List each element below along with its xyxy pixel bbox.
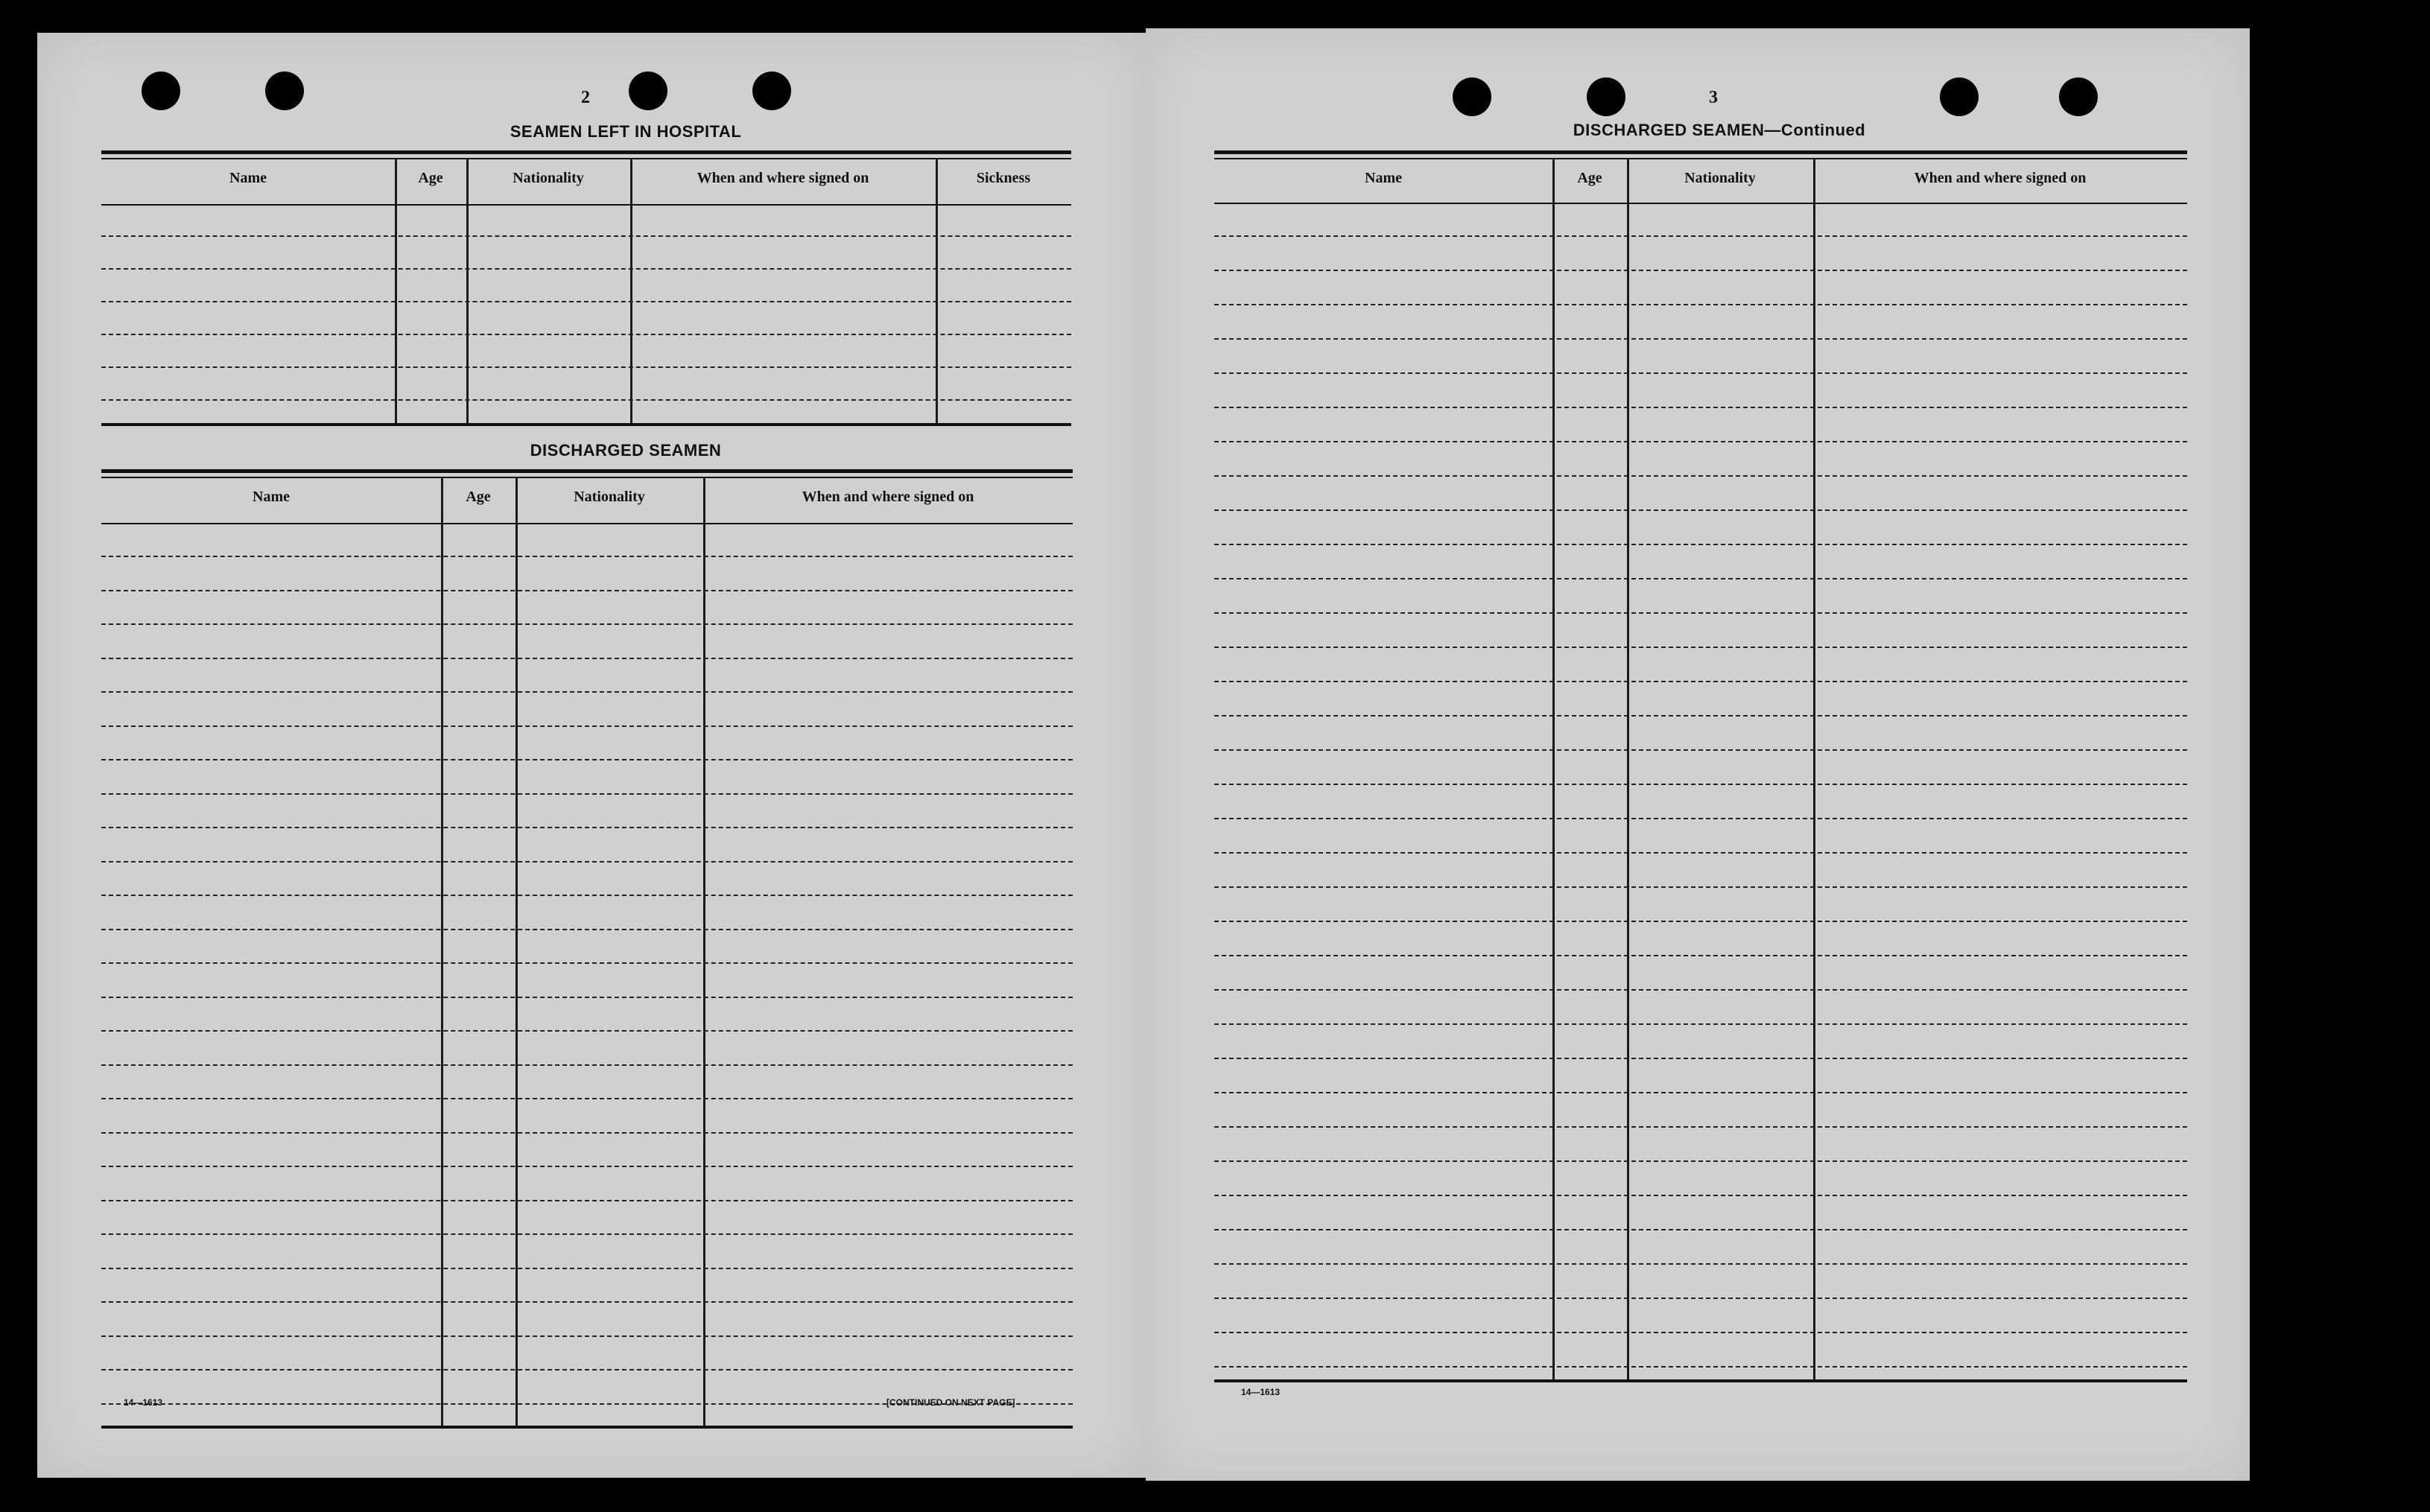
table-row bbox=[1214, 1332, 2187, 1333]
punch-hole bbox=[1453, 77, 1491, 116]
table-row bbox=[101, 929, 1073, 930]
table-row bbox=[1214, 955, 2187, 956]
col-header-name: Name bbox=[253, 489, 290, 505]
col-header-nationality: Nationality bbox=[1684, 170, 1756, 186]
table-row bbox=[1214, 304, 2187, 305]
table-row bbox=[1214, 475, 2187, 477]
table-row bbox=[101, 997, 1073, 998]
table-row bbox=[101, 793, 1073, 795]
table-row bbox=[1214, 612, 2187, 614]
table-row bbox=[101, 1233, 1073, 1235]
table-row bbox=[1214, 235, 2187, 237]
hospital-section-title: SEAMEN LEFT IN HOSPITAL bbox=[510, 122, 742, 141]
table-row bbox=[101, 1132, 1073, 1134]
punch-hole bbox=[629, 72, 667, 110]
table-row bbox=[1214, 1058, 2187, 1059]
table-row bbox=[101, 1268, 1073, 1269]
table-row bbox=[101, 658, 1073, 659]
table-row bbox=[101, 268, 1071, 270]
col-header-nationality: Nationality bbox=[574, 489, 645, 505]
form-number: 14—1613 bbox=[1241, 1387, 1281, 1397]
punch-hole bbox=[2059, 77, 2098, 116]
table-row bbox=[1214, 921, 2187, 922]
table-row bbox=[101, 590, 1073, 591]
table-row bbox=[101, 399, 1071, 401]
table-row bbox=[101, 1301, 1073, 1303]
left-page bbox=[37, 33, 1146, 1478]
punch-hole bbox=[265, 72, 304, 110]
col-header-signed-on: When and where signed on bbox=[802, 489, 974, 505]
table-row bbox=[1214, 852, 2187, 854]
col-header-age: Age bbox=[1577, 170, 1602, 186]
table-row bbox=[101, 725, 1073, 727]
table-row bbox=[1214, 1160, 2187, 1162]
discharged-section-title: DISCHARGED SEAMEN bbox=[530, 441, 722, 460]
hospital-table bbox=[101, 150, 1071, 454]
table-row bbox=[101, 1335, 1073, 1337]
table-row bbox=[1214, 681, 2187, 682]
table-row bbox=[1214, 647, 2187, 648]
table-row bbox=[1214, 818, 2187, 819]
table-row bbox=[101, 623, 1073, 625]
punch-hole bbox=[752, 72, 791, 110]
col-header-age: Age bbox=[418, 170, 443, 186]
table-row bbox=[101, 334, 1071, 335]
table-row bbox=[1214, 1229, 2187, 1230]
table-row bbox=[101, 1200, 1073, 1201]
table-row bbox=[1214, 544, 2187, 545]
table-row bbox=[1214, 1023, 2187, 1025]
col-header-name: Name bbox=[229, 170, 267, 186]
table-row bbox=[101, 759, 1073, 760]
table-row bbox=[101, 861, 1073, 863]
page-number: 3 bbox=[1709, 88, 1718, 107]
page-number: 2 bbox=[581, 88, 590, 107]
table-row bbox=[101, 1030, 1073, 1032]
col-header-nationality: Nationality bbox=[513, 170, 584, 186]
col-header-sickness: Sickness bbox=[976, 170, 1031, 186]
col-header-name: Name bbox=[1365, 170, 1402, 186]
table-row bbox=[1214, 1263, 2187, 1265]
table-row bbox=[101, 827, 1073, 828]
table-row bbox=[1214, 784, 2187, 785]
table-row bbox=[101, 962, 1073, 964]
table-row bbox=[1214, 338, 2187, 340]
table-row bbox=[1214, 1092, 2187, 1093]
discharged-table bbox=[101, 469, 1073, 1430]
table-row bbox=[1214, 886, 2187, 888]
table-row bbox=[1214, 989, 2187, 991]
table-row bbox=[101, 691, 1073, 693]
form-number: 14—1613 bbox=[124, 1397, 163, 1408]
table-row bbox=[1214, 372, 2187, 374]
table-row bbox=[1214, 1366, 2187, 1368]
col-header-signed-on: When and where signed on bbox=[697, 170, 869, 186]
punch-hole bbox=[1940, 77, 1979, 116]
table-row bbox=[101, 1369, 1073, 1370]
table-row bbox=[101, 556, 1073, 557]
col-header-signed-on: When and where signed on bbox=[1914, 170, 2087, 186]
table-row bbox=[1214, 715, 2187, 717]
table-row bbox=[101, 895, 1073, 896]
col-header-age: Age bbox=[466, 489, 491, 505]
punch-hole bbox=[1587, 77, 1625, 116]
punch-hole bbox=[142, 72, 180, 110]
table-row bbox=[101, 1166, 1073, 1167]
table-row bbox=[1214, 441, 2187, 442]
table-row bbox=[101, 1064, 1073, 1066]
table-row bbox=[101, 301, 1071, 302]
right-page bbox=[1146, 28, 2250, 1481]
table-row bbox=[101, 235, 1071, 237]
table-row bbox=[1214, 1297, 2187, 1299]
table-row bbox=[1214, 509, 2187, 511]
discharged-continued-title: DISCHARGED SEAMEN—Continued bbox=[1573, 121, 1866, 139]
discharged-continued-table bbox=[1214, 150, 2187, 1417]
table-row bbox=[1214, 578, 2187, 579]
table-row bbox=[1214, 270, 2187, 271]
table-row bbox=[1214, 407, 2187, 408]
table-row bbox=[1214, 749, 2187, 751]
table-row bbox=[1214, 1126, 2187, 1128]
table-row bbox=[101, 1098, 1073, 1099]
table-row bbox=[101, 366, 1071, 368]
table-row bbox=[1214, 1195, 2187, 1196]
continued-note: [CONTINUED ON NEXT PAGE] bbox=[886, 1397, 1015, 1408]
